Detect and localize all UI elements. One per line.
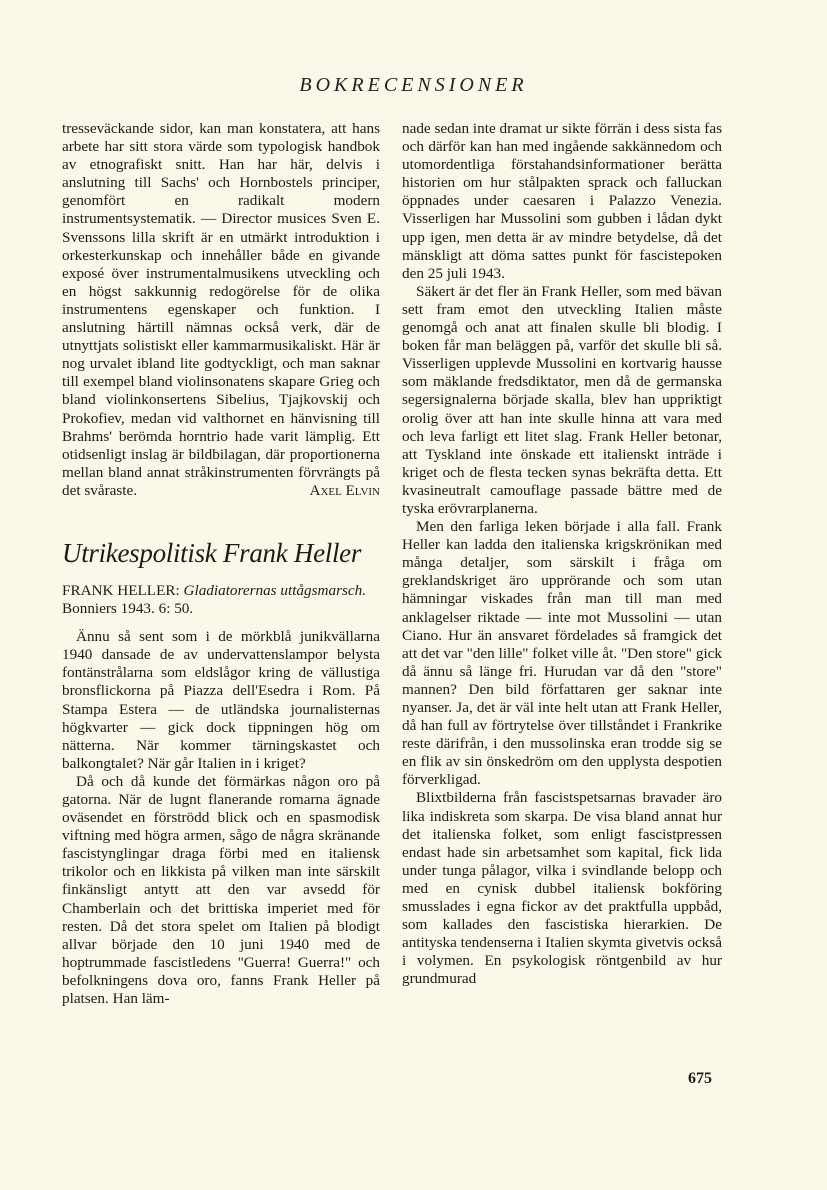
- review-paragraph: Ännu så sent som i de mörkblå junikvällarna 1940 dansade de av undervattenslampor belysta fontänstrålarna som eldslågor kring de vällustiga bronsflickorna på Piazza dell'Esedra i Rom. På Stampa Estera — de utländska journalisternas högkvarter — gick dock tippningen hög om nätterna. När kommer tärningskastet och balkongtalet? När går Italien in i kriget?: [62, 628, 380, 772]
- book-citation: [62, 582, 380, 618]
- review-text-end: tresseväckande sidor, kan man konstatera, att hans arbete har sitt stora värde som typologisk handbok av etnografiskt snitt. Han har här, delvis i anslutning till Sachs' och Hornbostels principer, genomfört en radikalt modern instrumentsystematik. — Director musices Sven E. Svenssons lilla skrift är en utmärkt introduktion i orkesterkunskap och innehåller både en givande exposé över instrumentalmusikens utveckling och en högst sakkunnig redogörelse för de olika instrumentens egenskaper och funktion. I anslutning härtill nämnas också verk, där de utnyttjats solistiskt eller kammarmusikaliskt. Här är nog urvalet ibland lite godtyckligt, och man saknar till exempel bland violinsonatens skapare Grieg och bland violinkonsertens Sibelius, Tjajkovskij och Prokofiev, medan vid valthornet en hänvisning till Brahms' berömda horntrio hade varit lämplig. Ett otidsenligt inslag är bildbilagan, där proportionerna mellan bland annat stråkinstrumenten förvrängts på det svåraste.: [62, 120, 380, 499]
- review-paragraph: Men den farliga leken började i alla fall. Frank Heller kan ladda den italienska krigskrönikan med många detaljer, som särskilt i fråga om greklandskriget äro upprörande och som utan hämningar viskades från man till man med anklagelser riktade — inte mot Mussolini — utan Ciano. Hur än ansvaret fördelades så framgick det att det var "den lille" folket ville åt. "Den store" gick då ännu så länge fri. Hurudan var då den "store" mannen? Den bild författaren ger saknar inte nyanser. Ja, det är väl inte helt utan att Frank Heller, då han full av förtrytelse över tillståndet i Frankrike reste därifrån, i den mussolinska eran trodde sig se en flik av sin önskedröm om den upplysta despotien förverkligad.: [402, 518, 722, 789]
- right-column: [402, 120, 722, 989]
- running-header: BOKRECENSIONER: [299, 74, 528, 96]
- citation-author: FRANK HELLER:: [62, 581, 180, 599]
- review-title: Utrikespolitisk Frank Heller: [62, 537, 362, 568]
- review-paragraph: Blixtbilderna från fascistspetsarnas bravader äro lika indiskreta som skarpa. De visa bland annat hur det italienska folket, som enligt fascistpressen endast hade sin arbetsamhet som kapital, fick lida under tunga pålagor, vilka i svindlande belopp och med en cynisk dubbel italiensk bokföring smusslades i egna fickor av det praktfulla uppbåd, som kallades den fascistiska hierarkien. De antityska tendenserna i Italien skymta givetvis också i volymen. En psykologisk röntgenbild av hur grundmurad: [402, 789, 722, 988]
- reviewer-signature: Axel Elvin: [309, 482, 380, 499]
- left-column: [62, 120, 380, 1008]
- page-number: 675: [688, 1070, 712, 1087]
- review-paragraph: Då och då kunde det förmärkas någon oro på gatorna. När de lugnt flanerande romarna ägnade oväsendet en förströdd blick och en spasmodisk viftning med högra armen, sågo de några skränande fascistynglingar draga förbi med en italiensk trikolor och en likkista på vilken man inte särskilt finkänsligt antytt att den var avsedd för Chamberlain och det brittiska imperiet med för resten. Då det stora spelet om Italien på blodigt allvar började den 10 juni 1940 med de hoptrummade fascistledens "Guerra! Guerra!" och befolkningens dova oro, fanns Frank Heller på platsen. Han läm-: [62, 772, 380, 1008]
- citation-work-title: Gladiatorernas uttågsmarsch.: [183, 581, 367, 599]
- citation-publisher: Bonniers 1943. 6: 50.: [62, 600, 194, 618]
- review-paragraph: nade sedan inte dramat ur sikte förrän i dess sista fas och därför kan han med ingående sakkännedom och utomordentliga förstahandsinformationer berätta historien om hur stålpakten sprack och falluckan öppnades under caesaren i Palazzo Venezia. Visserligen har Mussolini som gubben i lådan dykt upp igen, men detta är av mindre betydelse, då det mänskligt att döma sattes punkt för fascistepoken den 25 juli 1943.: [402, 120, 722, 282]
- review-paragraph: Säkert är det fler än Frank Heller, som med bävan sett fram emot den utveckling Italien måste genomgå och anat att finalen skulle bli blodig. I boken får man beläggen på, varför det skulle bli så. Visserligen upplevde Mussolini en kortvarig hausse som mäklande fredsdiktator, men då de germanska segersignalerna började skalla, blev han uppriktigt orolig över att han inte skulle hinna att vara med och leva farligt ett litet slag. Frank Heller betonar, att Tyskland inte önskade ett italienskt inträde i kriget och de flesta tecken synas bekräfta detta. Ett kvasineutralt camouflage passade bättre med de tyska erövrarplanerna.: [402, 282, 722, 517]
